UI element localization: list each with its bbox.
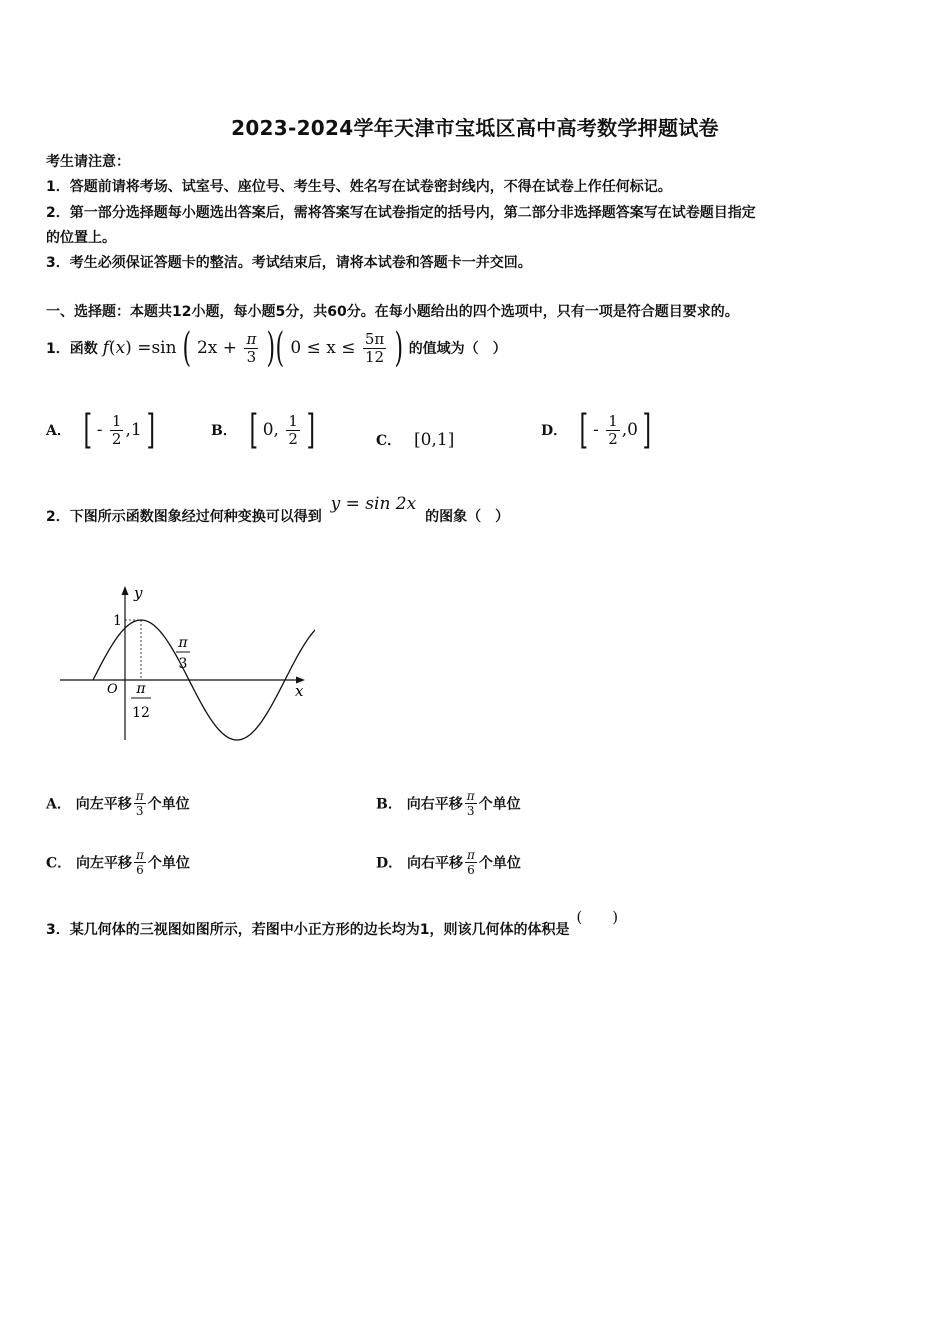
frac-den: 3: [135, 804, 144, 818]
pi-over-12-num: π: [136, 681, 146, 697]
question-2: [46, 494, 510, 526]
frac-num: π: [466, 789, 475, 803]
pi-over-3-num: π: [178, 635, 188, 651]
option-letter: B．: [211, 423, 237, 439]
bracket: [: [249, 407, 258, 453]
y-axis-arrow: [122, 586, 129, 595]
option-letter: D．: [376, 855, 403, 872]
bracket: ]: [306, 407, 316, 453]
frac-den: 2: [288, 429, 298, 448]
frac-num: 1: [608, 411, 618, 430]
notice-heading: 考生请注意：: [46, 154, 130, 170]
option-text: [0,1]: [414, 430, 455, 450]
q2-option-a[interactable]: [46, 790, 190, 817]
frac-den: 6: [136, 863, 144, 877]
frac-den: 2: [608, 429, 618, 448]
pi-over-3-den: 3: [178, 656, 188, 672]
q1-option-b[interactable]: [211, 407, 316, 453]
option-post: ,1: [125, 419, 142, 440]
option-pre: 0,: [262, 419, 279, 440]
frac-num: π: [467, 848, 475, 862]
q1-var: x: [115, 337, 126, 358]
page-title: 2023-2024学年天津市宝坻区高中高考数学押题试卷: [231, 116, 719, 140]
frac-num: π: [135, 789, 144, 803]
bracket: [: [579, 407, 589, 453]
question-3: [46, 908, 619, 939]
frac-den: 3: [466, 804, 475, 818]
option-letter: C．: [376, 433, 402, 449]
tick-label-one: 1: [113, 613, 122, 629]
bracket: ]: [642, 407, 652, 453]
option-post: 个单位: [478, 796, 521, 813]
notice-item-2-cont: 的位置上。: [46, 230, 116, 246]
option-post: 个单位: [147, 796, 190, 813]
option-letter: A．: [46, 423, 71, 439]
q3-text: 3．某几何体的三视图如图所示，若图中小正方形的边长均为1，则该几何体的体积是: [46, 922, 570, 938]
q1-inner: 2x +: [196, 337, 238, 358]
q1-domain: 0 ≤ x ≤: [290, 337, 356, 358]
q1-func: f: [102, 337, 109, 358]
option-pre: 向左平移: [76, 855, 133, 872]
section-heading: 一、选择题：本题共12小题，每小题5分，共60分。在每小题给出的四个选项中，只有一项是符合题目要求的。: [46, 304, 739, 320]
frac-num: 1: [288, 411, 298, 430]
bracket: ]: [146, 407, 156, 453]
option-letter: A．: [46, 796, 71, 813]
option-post: ,0: [621, 419, 638, 440]
option-post: 个单位: [147, 855, 190, 872]
q2-option-c[interactable]: [46, 849, 190, 876]
frac-den: 6: [467, 863, 475, 877]
option-pre: 向右平移: [407, 855, 464, 872]
option-post: 个单位: [478, 855, 521, 872]
q1-prefix: 1．函数: [46, 341, 98, 357]
notice-item-3: 3．考生必须保证答题卡的整洁。考试结束后，请将本试卷和答题卡一并交回。: [46, 255, 532, 271]
q2-prefix: 2．下图所示函数图象经过何种变换可以得到: [46, 509, 322, 525]
q1-pi: π: [246, 329, 257, 348]
notice-item-2: 2．第一部分选择题每小题选出答案后，需将答案写在试卷指定的括号内，第二部分非选择题答案写在试卷题目指定: [46, 205, 756, 221]
option-letter: C．: [46, 855, 72, 872]
option-pre: 向左平移: [75, 796, 132, 813]
sine-graph: [55, 580, 315, 750]
y-label: y: [134, 584, 143, 602]
q1-eq: =sin: [137, 337, 177, 358]
frac-num: 1: [111, 411, 122, 430]
q2-suffix: 的图象（ ）: [425, 509, 510, 525]
x-label: x: [295, 682, 304, 700]
bracket: [: [83, 407, 92, 453]
option-letter: B．: [376, 796, 402, 813]
q1-option-a[interactable]: [46, 407, 156, 453]
frac-den: 2: [111, 429, 122, 448]
option-pre: -: [593, 419, 599, 440]
option-pre: 向右平移: [406, 796, 463, 813]
pi-over-12-den: 12: [132, 705, 150, 721]
q2-option-d[interactable]: [376, 849, 521, 876]
notice-item-1: 1．答题前请将考场、试室号、座位号、考生号、姓名写在试卷密封线内，不得在试卷上作任何标记。: [46, 179, 672, 195]
q2-formula: y = sin 2x: [330, 494, 417, 514]
q2-option-b[interactable]: [376, 790, 521, 817]
q1-twelve: 12: [365, 347, 385, 366]
q1-three: 3: [246, 347, 257, 366]
q1-option-d[interactable]: [541, 407, 652, 453]
q1-suffix: 的值域为（ ）: [408, 341, 507, 357]
option-pre: -: [96, 419, 103, 440]
frac-num: π: [136, 848, 144, 862]
option-letter: D．: [541, 423, 568, 439]
q3-paren: ( ): [576, 908, 619, 926]
q1-five-pi: 5π: [364, 329, 385, 348]
q1-option-c[interactable]: [376, 430, 454, 450]
origin-label: O: [107, 682, 118, 697]
question-1: 1．函数 f(x) =sin ( 2x + $\frac{\pi}{3}$ )( 0 ≤ x ≤ $\frac{5\pi}{12}$ ) 的值域为（ ）: [46, 325, 507, 371]
